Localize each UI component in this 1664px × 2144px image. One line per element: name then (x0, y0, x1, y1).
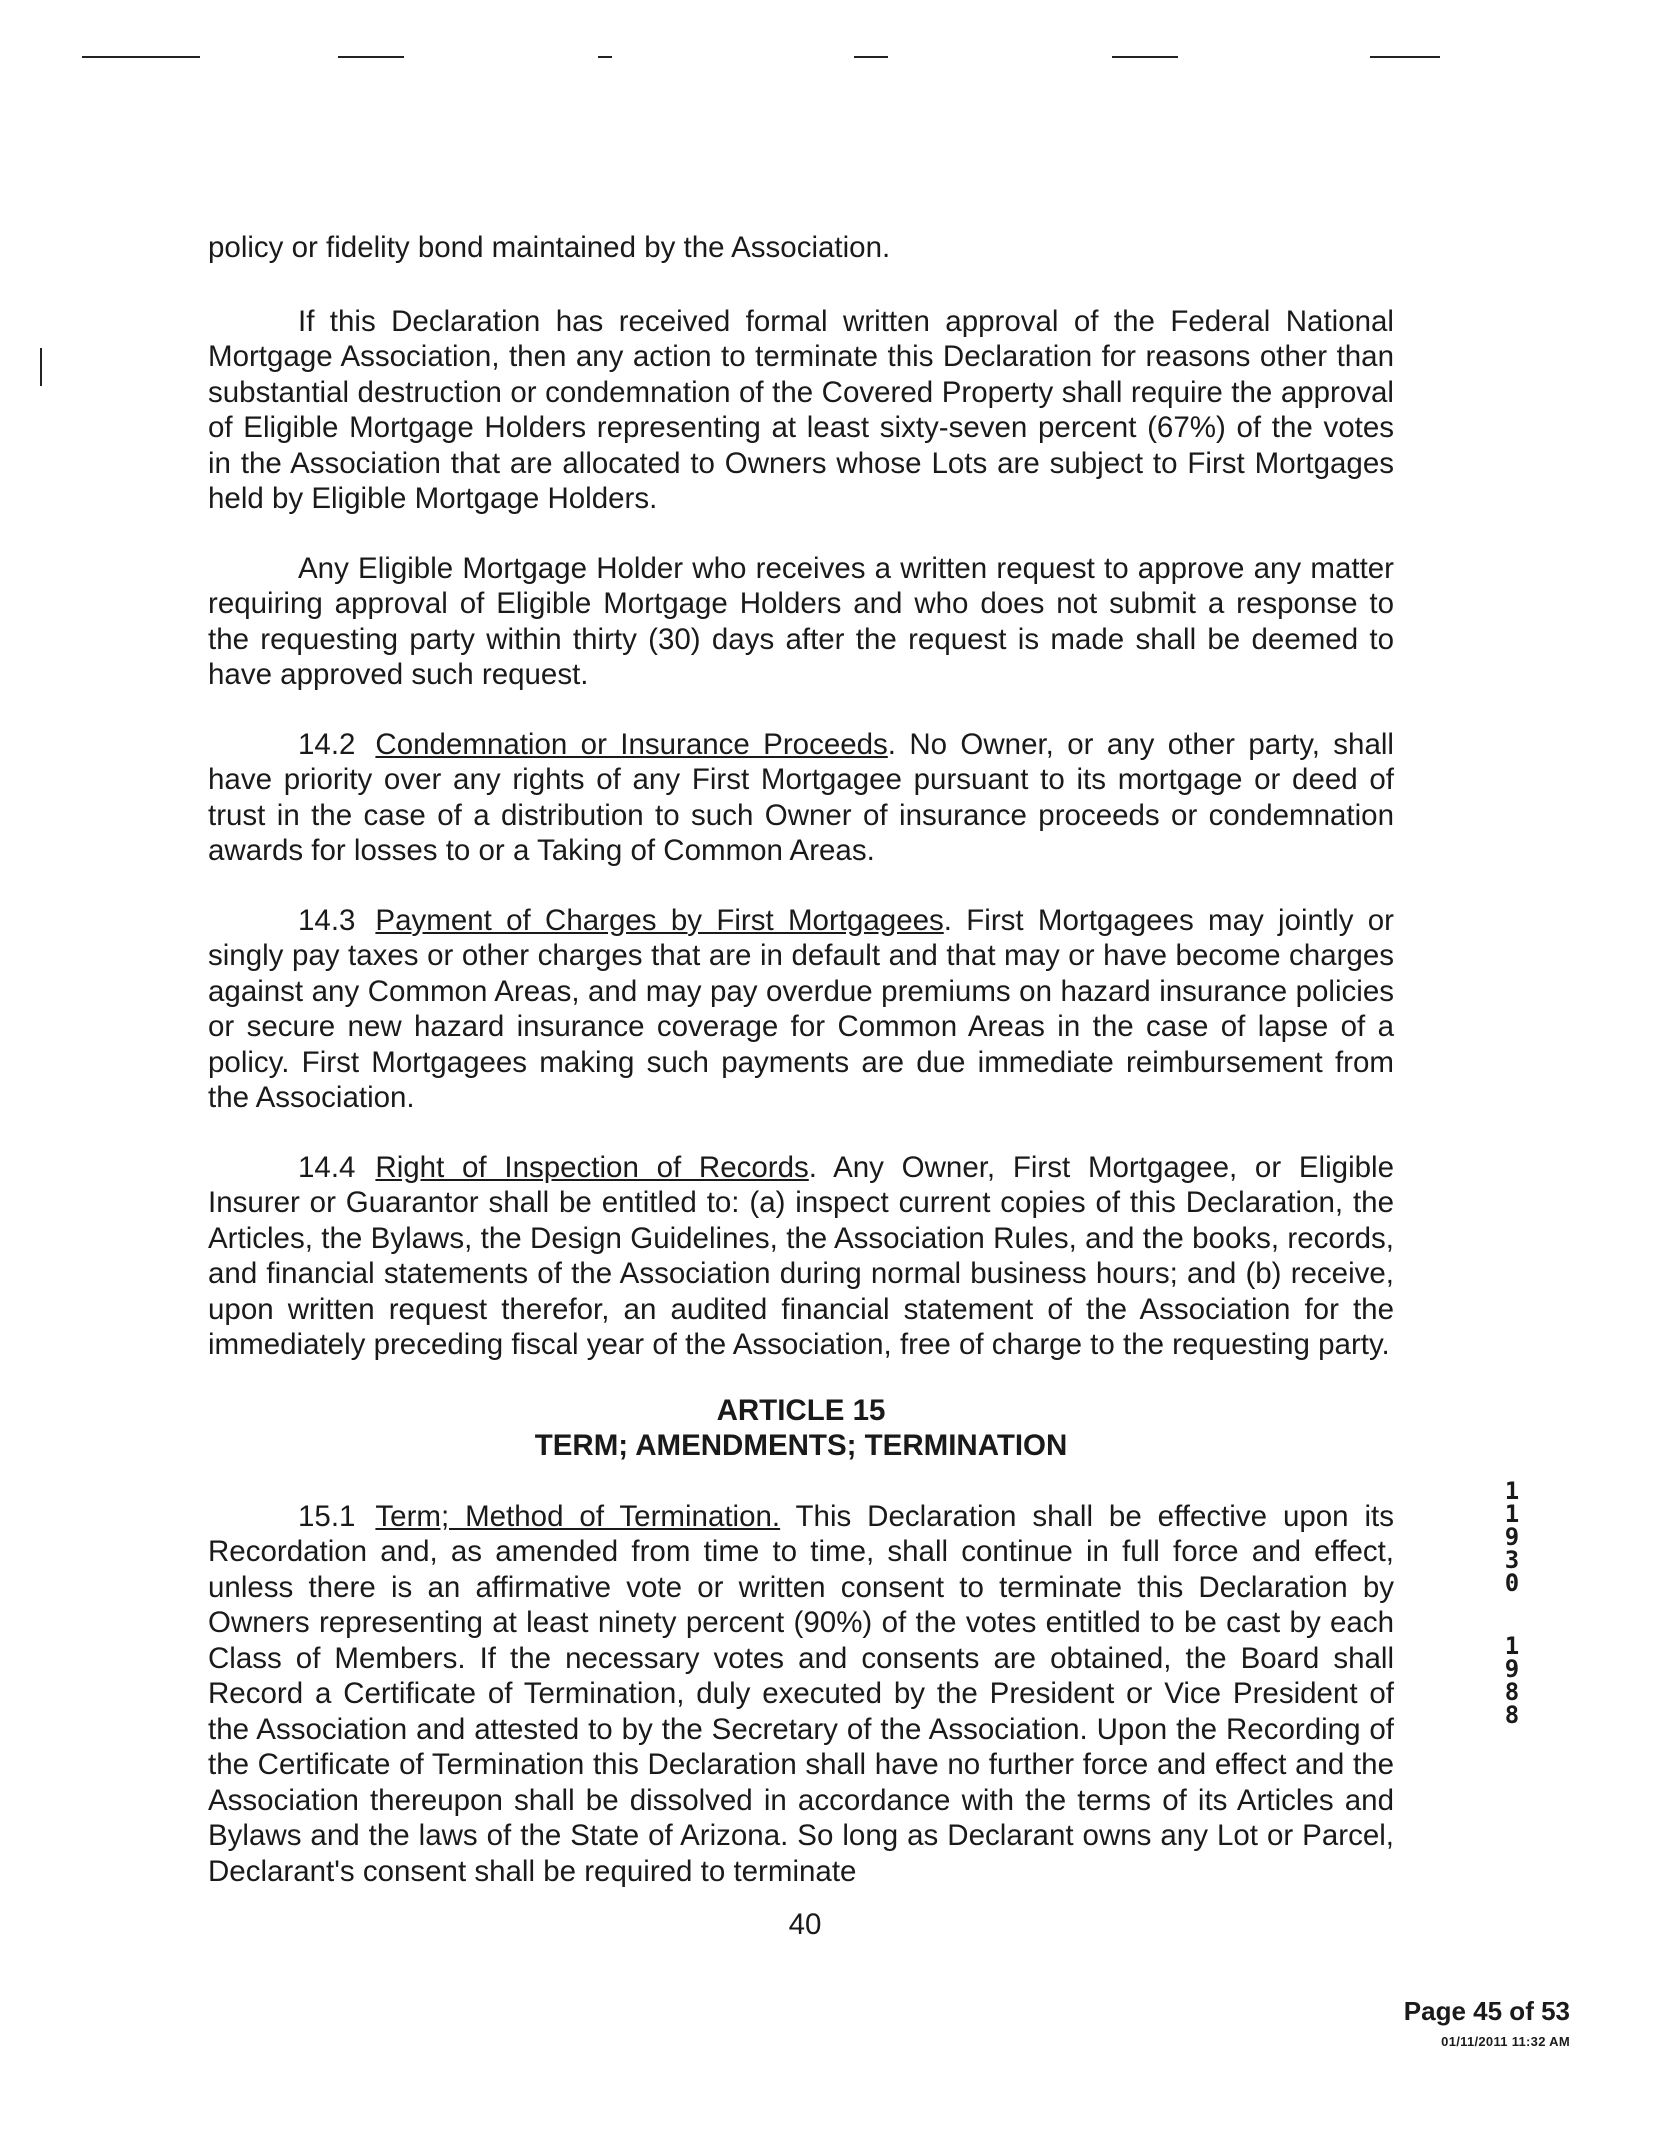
section-number: 15.1 (298, 1499, 356, 1533)
section-14-2 (208, 727, 1394, 869)
section-14-3 (208, 903, 1394, 1116)
article-heading (208, 1393, 1394, 1463)
page-count: Page 45 of 53 (1403, 1996, 1570, 2026)
section-number: 14.3 (298, 903, 356, 937)
stamp-digit: 1 (1504, 1477, 1520, 1505)
timestamp: 01/11/2011 11:32 AM (1441, 2034, 1570, 2049)
scan-mark (338, 56, 404, 58)
stamp-digit: 1 (1504, 1632, 1520, 1660)
section-body: . First Mortgagees may jointly or singly pay taxes or other charges that are in default and that may or have become charges against any Common Areas, and may pay overdue premiums on hazard insurance policies or secure new hazard insurance coverage for Common Areas in the case of lapse of a policy. First Mortgagees making such payments are due immediate reimbursement from the Association. (208, 903, 1394, 1114)
scan-mark (854, 56, 888, 58)
section-body: This Declaration shall be effective upon its Recordation and, as amended from time to time, shall continue in full force and effect, unless there is an affirmative vote or written consent to terminate this Declaration by Owners representing at least ninety percent (90%) of the votes entitled to be cast by each Class of Members. If the necessary votes and consents are obtained, the Board shall Record a Certificate of Termination, duly executed by the President or Vice President of the Association and attested to by the Secretary of the Association. Upon the Recording of the Certificate of Termination this Declaration shall have no further force and effect and the Association thereupon shall be dissolved in accordance with the terms of its Articles and Bylaws and the laws of the State of Arizona. So long as Declarant owns any Lot or Parcel, Declarant's consent shall be required to terminate (208, 1499, 1394, 1888)
paragraph: policy or fidelity bond maintained by the Association. (208, 231, 891, 264)
stamp-digit: 8 (1504, 1678, 1520, 1706)
scan-mark (1370, 56, 1440, 58)
scan-mark (82, 56, 200, 58)
stamp-digit: 0 (1504, 1569, 1520, 1597)
section-title: Payment of Charges by First Mortgagees (375, 903, 944, 937)
paragraph: If this Declaration has received formal written approval of the Federal National Mortgage Association, then any action to terminate this Declaration for reasons other than substantial destruction or condemnation of the Covered Property shall require the approval of Eligible Mortgage Holders representing at least sixty-seven percent (67%) of the votes in the Association that are allocated to Owners whose Lots are subject to First Mortgages held by Eligible Mortgage Holders. (208, 304, 1394, 515)
paragraph: Any Eligible Mortgage Holder who receives a written request to approve any matter requiring approval of Eligible Mortgage Holders and who does not submit a response to the requesting party within thirty (30) days after the request is made shall be deemed to have approved such request. (208, 551, 1394, 691)
section-number: 14.2 (298, 727, 356, 761)
scan-mark (1112, 56, 1178, 58)
stamp-digit: 1 (1504, 1500, 1520, 1528)
section-15-1 (208, 1499, 1394, 1890)
section-title: Term; Method of Termination. (375, 1499, 781, 1533)
section-14-4 (208, 1150, 1394, 1363)
page-number: 40 (788, 1908, 822, 1941)
section-title: Condemnation or Insurance Proceeds (375, 727, 888, 761)
article-subtitle: TERM; AMENDMENTS; TERMINATION (534, 1428, 1068, 1462)
revision-bar (40, 348, 42, 386)
stamp-digit: 8 (1504, 1701, 1520, 1729)
stamp-digit: 3 (1504, 1546, 1520, 1574)
section-body: . Any Owner, First Mortgagee, or Eligible Insurer or Guarantor shall be entitled to: (a) inspect current copies of this Declaration, the Articles, the Bylaws, the Design Guidelines, the Association Rules, and the books, records, and financial statements of the Association during normal business hours; and (b) receive, upon written request therefor, an audited financial statement of the Association for the immediately preceding fiscal year of the Association, free of charge to the requesting party. (208, 1150, 1394, 1361)
section-number: 14.4 (298, 1150, 356, 1184)
stamp-digit: 9 (1504, 1523, 1520, 1551)
document-body (208, 230, 1394, 1923)
recording-stamp (1494, 1477, 1530, 1729)
scan-mark (598, 56, 612, 58)
stamp-digit: 9 (1504, 1655, 1520, 1683)
section-body: . No Owner, or any other party, shall have priority over any rights of any First Mortgagee pursuant to its mortgage or deed of trust in the case of a distribution to such Owner of insurance proceeds or condemnation awards for losses to or a Taking of Common Areas. (208, 727, 1394, 867)
article-title: ARTICLE 15 (716, 1393, 886, 1427)
section-title: Right of Inspection of Records (375, 1150, 809, 1184)
